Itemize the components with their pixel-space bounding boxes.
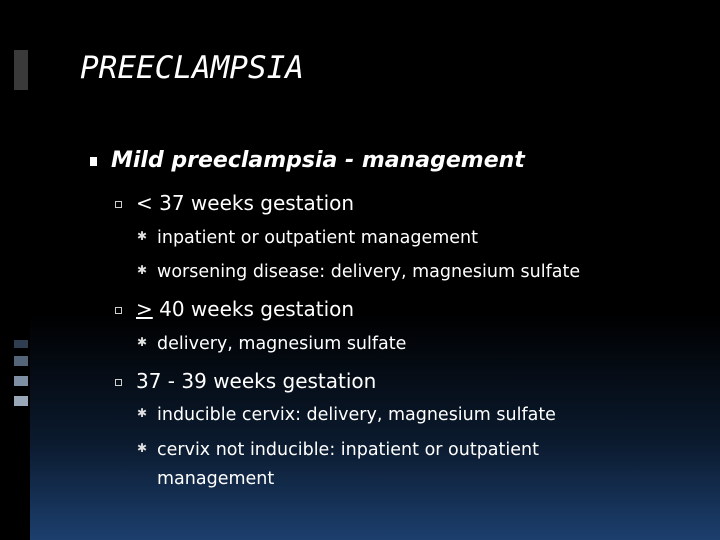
section-heading-text: < 37 weeks gestation <box>136 191 355 215</box>
star-bullet-icon: ✱ <box>137 441 148 455</box>
star-bullet-icon: ✱ <box>137 335 148 349</box>
hollow-square-bullet-icon <box>115 201 122 208</box>
section-heading-text <box>136 297 354 321</box>
list-item <box>137 405 556 425</box>
list-item-text: inducible cervix: delivery, magnesium sulfate <box>157 405 556 425</box>
list-item-text: worsening disease: delivery, magnesium sulfate <box>157 262 581 282</box>
list-item <box>137 440 539 460</box>
level1-item <box>90 148 525 173</box>
list-item-text: management <box>157 469 275 489</box>
section-heading-1 <box>115 191 354 215</box>
strip-square-4 <box>14 396 28 406</box>
star-bullet-icon: ✱ <box>137 263 148 277</box>
greater-than-symbol: > <box>136 297 153 321</box>
list-item-text: delivery, magnesium sulfate <box>157 334 407 354</box>
section-heading-2 <box>115 297 354 321</box>
strip-square-3 <box>14 376 28 386</box>
list-item <box>137 228 478 248</box>
left-decorative-strip <box>0 0 30 540</box>
list-item-text: cervix not inducible: inpatient or outpatient <box>157 440 539 460</box>
list-item-continuation <box>157 469 274 489</box>
square-bullet-icon <box>90 157 97 166</box>
section-heading-rest: 40 weeks gestation <box>152 297 355 321</box>
star-bullet-icon: ✱ <box>137 406 148 420</box>
star-bullet-icon: ✱ <box>137 229 148 243</box>
strip-square-1 <box>14 340 28 348</box>
strip-square-2 <box>14 356 28 366</box>
slide-title: PREECLAMPSIA <box>80 50 304 86</box>
level1-text: Mild preeclampsia - management <box>111 148 525 173</box>
list-item <box>137 334 406 354</box>
section-heading-3 <box>115 369 376 393</box>
section-heading-text: 37 - 39 weeks gestation <box>136 369 377 393</box>
strip-square-top <box>14 50 28 90</box>
list-item <box>137 262 580 282</box>
hollow-square-bullet-icon <box>115 307 122 314</box>
list-item-text: inpatient or outpatient management <box>157 228 478 248</box>
hollow-square-bullet-icon <box>115 379 122 386</box>
